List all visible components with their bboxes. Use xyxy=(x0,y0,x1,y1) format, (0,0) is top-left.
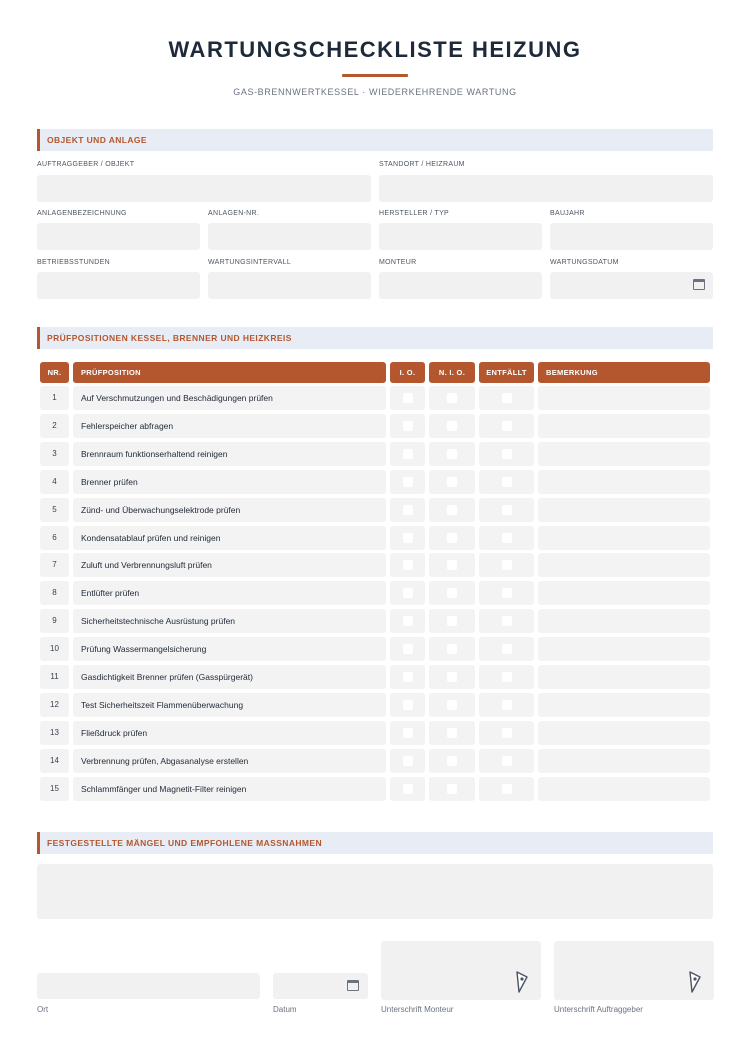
checkbox-cell-io xyxy=(390,498,425,522)
checkbox-cell-na xyxy=(479,581,534,605)
defects-textarea[interactable] xyxy=(37,864,713,919)
row-position-text: Test Sicherheitszeit Flammenüberwachung xyxy=(73,693,386,717)
manufacturer-field[interactable] xyxy=(379,223,542,250)
label-manufacturer: HERSTELLER / TYP xyxy=(379,210,450,217)
column-header-nio: N. I. O. xyxy=(429,362,475,383)
checkbox-nio[interactable] xyxy=(447,728,457,738)
checkbox-cell-na xyxy=(479,693,534,717)
checkbox-cell-na xyxy=(479,526,534,550)
checkbox-io[interactable] xyxy=(403,616,413,626)
label-location: STANDORT / HEIZRAUM xyxy=(379,161,465,168)
checkbox-cell-na xyxy=(479,609,534,633)
section-heading-checklist: PRÜFPOSITIONEN KESSEL, BRENNER UND HEIZKREIS xyxy=(37,327,713,349)
row-number: 3 xyxy=(40,442,69,466)
checkbox-cell-na xyxy=(479,470,534,494)
checkbox-nio[interactable] xyxy=(447,672,457,682)
checkbox-na[interactable] xyxy=(502,616,512,626)
row-number: 13 xyxy=(40,721,69,745)
checkbox-cell-na xyxy=(479,749,534,773)
remark-field[interactable] xyxy=(538,526,710,550)
row-position-text: Verbrennung prüfen, Abgasanalyse erstellen xyxy=(73,749,386,773)
checkbox-cell-nio xyxy=(429,553,475,577)
checkbox-io[interactable] xyxy=(403,784,413,794)
checkbox-cell-io xyxy=(390,693,425,717)
pen-nib-icon xyxy=(515,970,529,994)
remark-field[interactable] xyxy=(538,470,710,494)
maintenance-date-field[interactable] xyxy=(550,272,713,299)
checkbox-cell-io xyxy=(390,526,425,550)
checkbox-nio[interactable] xyxy=(447,533,457,543)
label-client: AUFTRAGGEBER / OBJEKT xyxy=(37,161,135,168)
remark-field[interactable] xyxy=(538,386,710,410)
date-label: Datum xyxy=(273,1005,297,1014)
checkbox-na[interactable] xyxy=(502,393,512,403)
row-number: 1 xyxy=(40,386,69,410)
checkbox-cell-na xyxy=(479,637,534,661)
checkbox-io[interactable] xyxy=(403,449,413,459)
checkbox-nio[interactable] xyxy=(447,560,457,570)
checkbox-cell-nio xyxy=(429,637,475,661)
checkbox-cell-io xyxy=(390,581,425,605)
column-header-na: ENTFÄLLT xyxy=(479,362,534,383)
checkbox-na[interactable] xyxy=(502,505,512,515)
checkbox-cell-nio xyxy=(429,470,475,494)
checkbox-cell-nio xyxy=(429,777,475,801)
column-header-nr: NR. xyxy=(40,362,69,383)
label-designation: ANLAGENBEZEICHNUNG xyxy=(37,210,127,217)
checkbox-nio[interactable] xyxy=(447,449,457,459)
row-position-text: Schlammfänger und Magnetit-Filter reinigen xyxy=(73,777,386,801)
label-interval: WARTUNGSINTERVALL xyxy=(208,259,292,266)
checkbox-cell-na xyxy=(479,665,534,689)
hours-field[interactable] xyxy=(37,272,200,299)
checkbox-io[interactable] xyxy=(403,588,413,598)
checkbox-cell-nio xyxy=(429,609,475,633)
checkbox-nio[interactable] xyxy=(447,421,457,431)
checkbox-io[interactable] xyxy=(403,477,413,487)
checkbox-nio[interactable] xyxy=(447,588,457,598)
remark-field[interactable] xyxy=(538,637,710,661)
checkbox-nio[interactable] xyxy=(447,756,457,766)
checkbox-cell-io xyxy=(390,721,425,745)
remark-field[interactable] xyxy=(538,553,710,577)
label-plant-no: ANLAGEN-NR. xyxy=(208,210,260,217)
row-number: 7 xyxy=(40,553,69,577)
checkbox-io[interactable] xyxy=(403,560,413,570)
checkbox-nio[interactable] xyxy=(447,616,457,626)
place-field[interactable] xyxy=(37,973,260,999)
checkbox-cell-na xyxy=(479,721,534,745)
checkbox-cell-na xyxy=(479,442,534,466)
checkbox-nio[interactable] xyxy=(447,644,457,654)
section-heading-defects: FESTGESTELLTE MÄNGEL UND EMPFOHLENE MASSNAHMEN xyxy=(37,832,713,854)
checkbox-cell-nio xyxy=(429,749,475,773)
checkbox-cell-na xyxy=(479,777,534,801)
remark-field[interactable] xyxy=(538,777,710,801)
calendar-icon[interactable] xyxy=(693,279,705,290)
row-number: 8 xyxy=(40,581,69,605)
row-number: 15 xyxy=(40,777,69,801)
signature-client-box[interactable] xyxy=(554,941,714,1000)
label-year: BAUJAHR xyxy=(550,210,585,217)
remark-field[interactable] xyxy=(538,442,710,466)
checkbox-io[interactable] xyxy=(403,728,413,738)
row-position-text: Gasdichtigkeit Brenner prüfen (Gasspürgerät) xyxy=(73,665,386,689)
column-header-remark: BEMERKUNG xyxy=(538,362,710,383)
checkbox-na[interactable] xyxy=(502,756,512,766)
remark-field[interactable] xyxy=(538,693,710,717)
checkbox-nio[interactable] xyxy=(447,393,457,403)
checkbox-io[interactable] xyxy=(403,644,413,654)
checkbox-na[interactable] xyxy=(502,700,512,710)
row-position-text: Sicherheitstechnische Ausrüstung prüfen xyxy=(73,609,386,633)
checkbox-cell-io xyxy=(390,553,425,577)
designation-field[interactable] xyxy=(37,223,200,250)
checkbox-cell-io xyxy=(390,470,425,494)
row-position-text: Entlüfter prüfen xyxy=(73,581,386,605)
label-hours: BETRIEBSSTUNDEN xyxy=(37,259,110,266)
remark-field[interactable] xyxy=(538,749,710,773)
remark-field[interactable] xyxy=(538,581,710,605)
checkbox-na[interactable] xyxy=(502,728,512,738)
label-date: WARTUNGSDATUM xyxy=(550,259,619,266)
signature-technician-box[interactable] xyxy=(381,941,541,1000)
checkbox-na[interactable] xyxy=(502,588,512,598)
checkbox-na[interactable] xyxy=(502,533,512,543)
checkbox-io[interactable] xyxy=(403,672,413,682)
checkbox-na[interactable] xyxy=(502,672,512,682)
section-heading-object: OBJEKT UND ANLAGE xyxy=(37,129,713,151)
row-number: 5 xyxy=(40,498,69,522)
column-header-io: I. O. xyxy=(390,362,425,383)
row-position-text: Zünd- und Überwachungselektrode prüfen xyxy=(73,498,386,522)
row-position-text: Auf Verschmutzungen und Beschädigungen prüfen xyxy=(73,386,386,410)
checkbox-cell-nio xyxy=(429,414,475,438)
checkbox-cell-nio xyxy=(429,442,475,466)
row-position-text: Prüfung Wassermangelsicherung xyxy=(73,637,386,661)
location-field[interactable] xyxy=(379,175,713,202)
remark-field[interactable] xyxy=(538,609,710,633)
label-technician: MONTEUR xyxy=(379,259,417,266)
checkbox-cell-io xyxy=(390,414,425,438)
checkbox-na[interactable] xyxy=(502,784,512,794)
row-number: 9 xyxy=(40,609,69,633)
row-position-text: Fehlerspeicher abfragen xyxy=(73,414,386,438)
checkbox-cell-io xyxy=(390,609,425,633)
checkbox-cell-nio xyxy=(429,721,475,745)
page-title: WARTUNGSCHECKLISTE HEIZUNG xyxy=(168,37,582,62)
checkbox-io[interactable] xyxy=(403,505,413,515)
row-position-text: Brenner prüfen xyxy=(73,470,386,494)
remark-field[interactable] xyxy=(538,665,710,689)
checkbox-cell-nio xyxy=(429,693,475,717)
signature-client-label: Unterschrift Auftraggeber xyxy=(554,1005,643,1014)
year-field[interactable] xyxy=(550,223,713,250)
checkbox-io[interactable] xyxy=(403,421,413,431)
remark-field[interactable] xyxy=(538,414,710,438)
column-header-position: PRÜFPOSITION xyxy=(73,362,386,383)
row-number: 10 xyxy=(40,637,69,661)
checkbox-cell-io xyxy=(390,442,425,466)
row-number: 4 xyxy=(40,470,69,494)
checkbox-cell-io xyxy=(390,386,425,410)
row-number: 2 xyxy=(40,414,69,438)
checkbox-io[interactable] xyxy=(403,700,413,710)
checkbox-na[interactable] xyxy=(502,477,512,487)
checkbox-cell-nio xyxy=(429,581,475,605)
plant-no-field[interactable] xyxy=(208,223,371,250)
technician-field[interactable] xyxy=(379,272,542,299)
checkbox-cell-io xyxy=(390,777,425,801)
row-number: 6 xyxy=(40,526,69,550)
checkbox-io[interactable] xyxy=(403,393,413,403)
row-number: 11 xyxy=(40,665,69,689)
checkbox-cell-nio xyxy=(429,386,475,410)
calendar-icon[interactable] xyxy=(347,980,359,991)
remark-field[interactable] xyxy=(538,721,710,745)
checkbox-cell-na xyxy=(479,553,534,577)
checkbox-cell-io xyxy=(390,749,425,773)
row-number: 12 xyxy=(40,693,69,717)
checkbox-io[interactable] xyxy=(403,533,413,543)
checkbox-cell-nio xyxy=(429,498,475,522)
checkbox-cell-io xyxy=(390,665,425,689)
checkbox-nio[interactable] xyxy=(447,784,457,794)
checkbox-cell-nio xyxy=(429,526,475,550)
checkbox-io[interactable] xyxy=(403,756,413,766)
pen-nib-icon xyxy=(688,970,702,994)
checkbox-nio[interactable] xyxy=(447,477,457,487)
checkbox-cell-na xyxy=(479,498,534,522)
checkbox-na[interactable] xyxy=(502,449,512,459)
interval-field[interactable] xyxy=(208,272,371,299)
checkbox-na[interactable] xyxy=(502,644,512,654)
row-position-text: Zuluft und Verbrennungsluft prüfen xyxy=(73,553,386,577)
checkbox-cell-na xyxy=(479,386,534,410)
title-underline xyxy=(342,74,408,77)
row-position-text: Kondensatablauf prüfen und reinigen xyxy=(73,526,386,550)
checkbox-cell-nio xyxy=(429,665,475,689)
checkbox-na[interactable] xyxy=(502,560,512,570)
row-number: 14 xyxy=(40,749,69,773)
checkbox-nio[interactable] xyxy=(447,700,457,710)
page-subtitle: GAS-BRENNWERTKESSEL · WIEDERKEHRENDE WARTUNG xyxy=(233,87,517,97)
place-label: Ort xyxy=(37,1005,49,1014)
remark-field[interactable] xyxy=(538,498,710,522)
checkbox-cell-io xyxy=(390,637,425,661)
checkbox-nio[interactable] xyxy=(447,505,457,515)
checkbox-cell-na xyxy=(479,414,534,438)
checkbox-na[interactable] xyxy=(502,421,512,431)
row-position-text: Fließdruck prüfen xyxy=(73,721,386,745)
client-field[interactable] xyxy=(37,175,371,202)
signature-technician-label: Unterschrift Monteur xyxy=(381,1005,454,1014)
row-position-text: Brennraum funktionserhaltend reinigen xyxy=(73,442,386,466)
